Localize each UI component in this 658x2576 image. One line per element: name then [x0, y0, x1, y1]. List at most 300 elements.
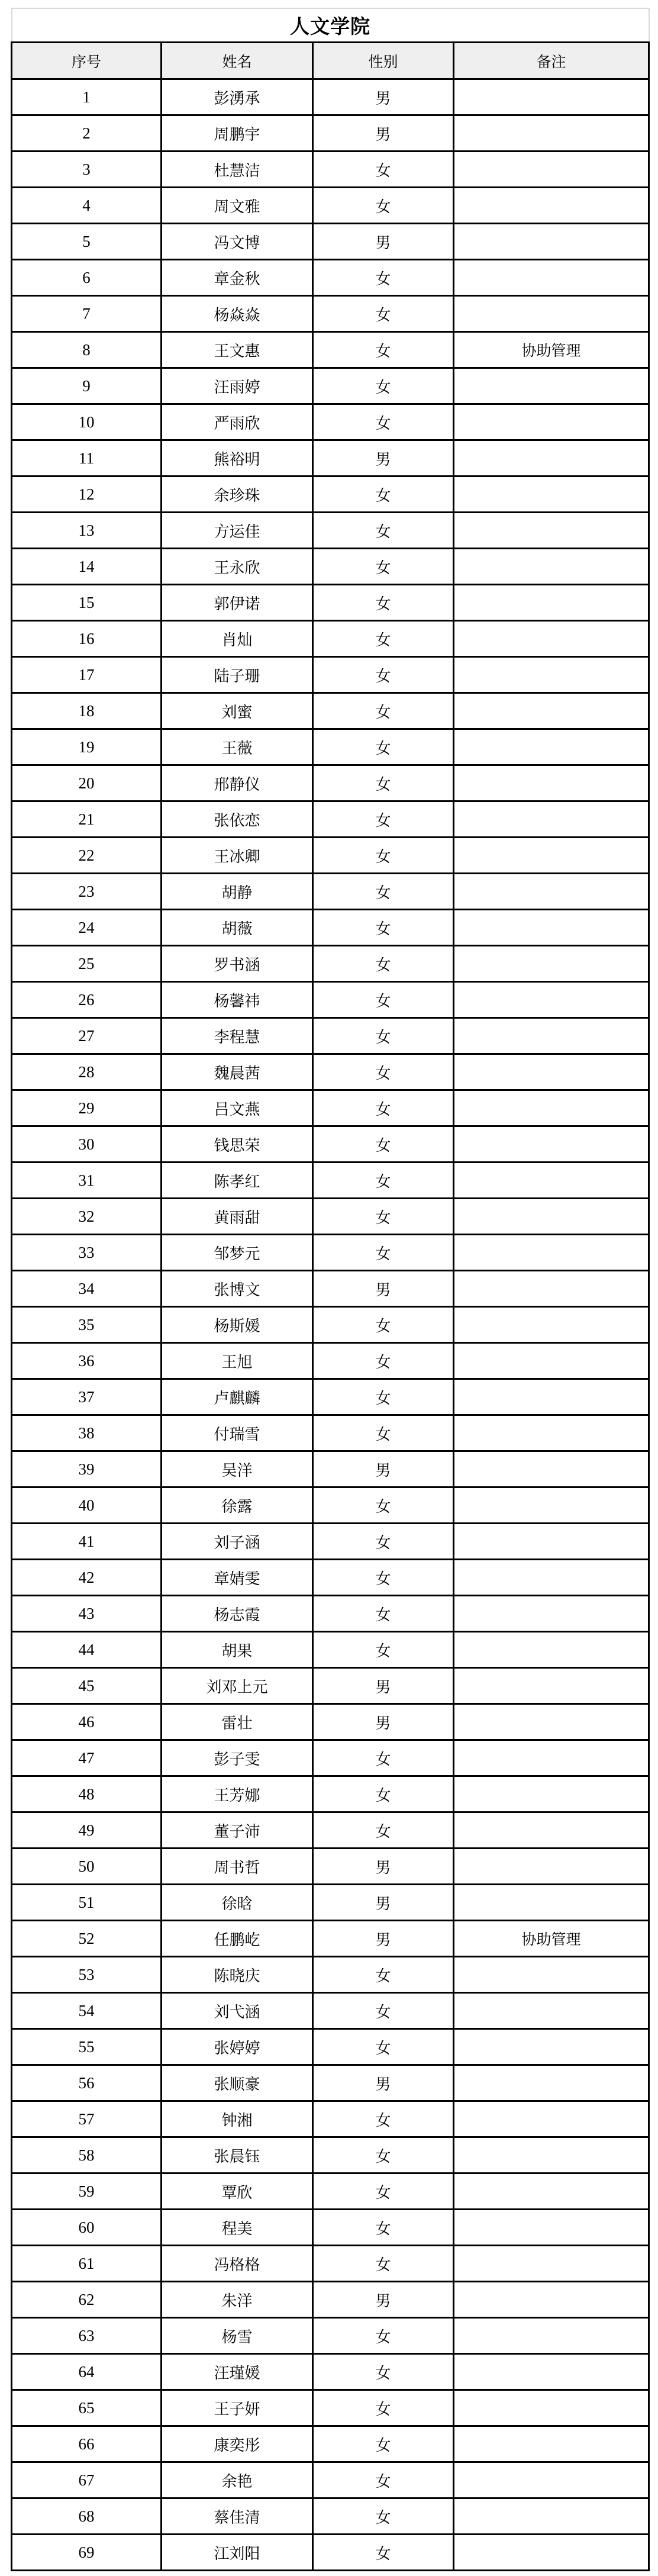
- cell-index: 66: [12, 2426, 162, 2462]
- table-row: [12, 801, 649, 838]
- cell-remark: [454, 657, 649, 693]
- table-row: [12, 2498, 649, 2535]
- cell-name: 陈晓庆: [162, 1957, 313, 1993]
- cell-index: 28: [12, 1054, 162, 1090]
- cell-gender: 女: [313, 693, 454, 729]
- cell-remark: [454, 2354, 649, 2390]
- cell-index: 64: [12, 2354, 162, 2390]
- table-row: [12, 1163, 649, 1199]
- cell-name: 王旭: [162, 1343, 313, 1379]
- cell-index: 60: [12, 2210, 162, 2246]
- table-row: [12, 2246, 649, 2282]
- cell-remark: [454, 2210, 649, 2246]
- cell-name: 黄雨甜: [162, 1199, 313, 1235]
- cell-gender: 女: [313, 2174, 454, 2210]
- table-row: [12, 476, 649, 513]
- col-header-index: 序号: [12, 43, 162, 79]
- cell-index: 13: [12, 513, 162, 549]
- cell-gender: 女: [313, 1812, 454, 1849]
- cell-gender: 女: [313, 1199, 454, 1235]
- table-row: [12, 1921, 649, 1957]
- table-row: [12, 1199, 649, 1235]
- cell-index: 67: [12, 2462, 162, 2498]
- cell-name: 吴洋: [162, 1451, 313, 1487]
- cell-remark: [454, 1090, 649, 1126]
- cell-name: 康奕彤: [162, 2426, 313, 2462]
- cell-gender: 男: [313, 1921, 454, 1957]
- cell-name: 朱洋: [162, 2282, 313, 2318]
- cell-name: 任鹏屹: [162, 1921, 313, 1957]
- cell-gender: 男: [313, 1668, 454, 1704]
- cell-index: 33: [12, 1235, 162, 1271]
- cell-gender: 女: [313, 1235, 454, 1271]
- table-row: [12, 1776, 649, 1812]
- page-title: 人文学院: [12, 8, 649, 43]
- cell-name: 王文惠: [162, 332, 313, 368]
- cell-index: 1: [12, 79, 162, 115]
- table-row: [12, 1054, 649, 1090]
- cell-gender: 女: [313, 874, 454, 910]
- cell-index: 16: [12, 621, 162, 657]
- cell-gender: 女: [313, 513, 454, 549]
- cell-gender: 女: [313, 2426, 454, 2462]
- cell-index: 12: [12, 476, 162, 513]
- cell-name: 肖灿: [162, 621, 313, 657]
- cell-remark: [454, 621, 649, 657]
- cell-index: 35: [12, 1307, 162, 1343]
- table-row: [12, 874, 649, 910]
- cell-gender: 女: [313, 2535, 454, 2571]
- cell-name: 余艳: [162, 2462, 313, 2498]
- cell-name: 蔡佳清: [162, 2498, 313, 2535]
- cell-remark: [454, 2462, 649, 2498]
- cell-gender: 女: [313, 1776, 454, 1812]
- cell-name: 付瑞雪: [162, 1415, 313, 1451]
- cell-gender: 男: [313, 1849, 454, 1885]
- table-row: [12, 1343, 649, 1379]
- cell-remark: [454, 946, 649, 982]
- cell-name: 刘邓上元: [162, 1668, 313, 1704]
- cell-gender: 女: [313, 946, 454, 982]
- table-row: [12, 1524, 649, 1560]
- cell-remark: [454, 1668, 649, 1704]
- cell-index: 11: [12, 440, 162, 476]
- cell-remark: [454, 2282, 649, 2318]
- cell-gender: 女: [313, 260, 454, 296]
- cell-gender: 女: [313, 2462, 454, 2498]
- table-row: [12, 152, 649, 188]
- title-row: [12, 8, 649, 43]
- table-row: [12, 79, 649, 115]
- cell-remark: [454, 1560, 649, 1596]
- cell-gender: 女: [313, 2246, 454, 2282]
- cell-gender: 女: [313, 1993, 454, 2029]
- cell-name: 周文雅: [162, 188, 313, 224]
- cell-index: 46: [12, 1704, 162, 1740]
- column-header-row: [12, 43, 649, 79]
- table-row: [12, 1235, 649, 1271]
- table-row: [12, 2210, 649, 2246]
- cell-remark: [454, 729, 649, 765]
- cell-gender: 女: [313, 1596, 454, 1632]
- table-row: [12, 332, 649, 368]
- cell-name: 程美: [162, 2210, 313, 2246]
- cell-index: 49: [12, 1812, 162, 1849]
- table-row: [12, 1993, 649, 2029]
- cell-gender: 女: [313, 188, 454, 224]
- cell-index: 27: [12, 1018, 162, 1054]
- table-row: [12, 2101, 649, 2137]
- cell-name: 杨斯媛: [162, 1307, 313, 1343]
- cell-gender: 男: [313, 224, 454, 260]
- cell-remark: [454, 2246, 649, 2282]
- cell-remark: [454, 1632, 649, 1668]
- table-row: [12, 440, 649, 476]
- cell-index: 15: [12, 585, 162, 621]
- cell-remark: [454, 1812, 649, 1849]
- cell-gender: 女: [313, 549, 454, 585]
- cell-remark: [454, 1199, 649, 1235]
- table-row: [12, 224, 649, 260]
- cell-index: 65: [12, 2390, 162, 2426]
- cell-index: 63: [12, 2318, 162, 2354]
- cell-gender: 男: [313, 1451, 454, 1487]
- cell-gender: 女: [313, 404, 454, 440]
- cell-remark: [454, 188, 649, 224]
- cell-gender: 女: [313, 2101, 454, 2137]
- cell-gender: 女: [313, 1018, 454, 1054]
- cell-gender: 男: [313, 2282, 454, 2318]
- cell-index: 18: [12, 693, 162, 729]
- cell-gender: 女: [313, 1126, 454, 1163]
- table-row: [12, 2318, 649, 2354]
- cell-gender: 女: [313, 1487, 454, 1524]
- cell-gender: 女: [313, 1560, 454, 1596]
- cell-name: 周书哲: [162, 1849, 313, 1885]
- table-row: [12, 1090, 649, 1126]
- cell-gender: 女: [313, 2210, 454, 2246]
- cell-name: 刘子涵: [162, 1524, 313, 1560]
- table-row: [12, 910, 649, 946]
- cell-remark: 协助管理: [454, 1921, 649, 1957]
- cell-index: 42: [12, 1560, 162, 1596]
- roster-table: [11, 8, 650, 2571]
- cell-index: 9: [12, 368, 162, 404]
- cell-remark: [454, 801, 649, 838]
- cell-index: 31: [12, 1163, 162, 1199]
- cell-name: 邢静仪: [162, 765, 313, 801]
- cell-name: 雷壮: [162, 1704, 313, 1740]
- cell-gender: 女: [313, 765, 454, 801]
- cell-name: 覃欣: [162, 2174, 313, 2210]
- table-row: [12, 585, 649, 621]
- cell-index: 51: [12, 1885, 162, 1921]
- cell-gender: 女: [313, 1524, 454, 1560]
- table-row: [12, 1849, 649, 1885]
- cell-remark: [454, 1740, 649, 1776]
- cell-gender: 女: [313, 910, 454, 946]
- cell-index: 37: [12, 1379, 162, 1415]
- cell-gender: 女: [313, 1054, 454, 1090]
- table-row: [12, 729, 649, 765]
- cell-index: 5: [12, 224, 162, 260]
- cell-name: 陈孝红: [162, 1163, 313, 1199]
- cell-index: 24: [12, 910, 162, 946]
- cell-index: 38: [12, 1415, 162, 1451]
- table-row: [12, 1487, 649, 1524]
- cell-gender: 女: [313, 1957, 454, 1993]
- cell-name: 张顺豪: [162, 2065, 313, 2101]
- table-row: [12, 982, 649, 1018]
- table-row: [12, 2029, 649, 2065]
- cell-name: 方运佳: [162, 513, 313, 549]
- cell-gender: 男: [313, 79, 454, 115]
- cell-gender: 女: [313, 1740, 454, 1776]
- cell-index: 7: [12, 296, 162, 332]
- cell-index: 44: [12, 1632, 162, 1668]
- cell-index: 55: [12, 2029, 162, 2065]
- cell-index: 40: [12, 1487, 162, 1524]
- cell-remark: [454, 838, 649, 874]
- table-row: [12, 2354, 649, 2390]
- cell-remark: [454, 2101, 649, 2137]
- cell-name: 吕文燕: [162, 1090, 313, 1126]
- table-row: [12, 1560, 649, 1596]
- cell-gender: 女: [313, 1632, 454, 1668]
- cell-name: 杜慧洁: [162, 152, 313, 188]
- cell-gender: 女: [313, 621, 454, 657]
- cell-name: 杨志霞: [162, 1596, 313, 1632]
- cell-remark: [454, 1849, 649, 1885]
- cell-index: 2: [12, 115, 162, 152]
- cell-remark: [454, 224, 649, 260]
- cell-remark: [454, 765, 649, 801]
- cell-index: 54: [12, 1993, 162, 2029]
- table-row: [12, 2535, 649, 2571]
- cell-name: 钟湘: [162, 2101, 313, 2137]
- cell-gender: 女: [313, 332, 454, 368]
- table-row: [12, 2282, 649, 2318]
- cell-remark: [454, 404, 649, 440]
- cell-remark: [454, 2498, 649, 2535]
- table-body: [12, 79, 649, 2571]
- cell-name: 李程慧: [162, 1018, 313, 1054]
- cell-remark: [454, 476, 649, 513]
- cell-index: 32: [12, 1199, 162, 1235]
- cell-name: 章金秋: [162, 260, 313, 296]
- cell-remark: [454, 1307, 649, 1343]
- cell-name: 王冰卿: [162, 838, 313, 874]
- cell-name: 刘蜜: [162, 693, 313, 729]
- cell-remark: [454, 152, 649, 188]
- cell-gender: 女: [313, 585, 454, 621]
- cell-remark: [454, 1957, 649, 1993]
- cell-name: 严雨欣: [162, 404, 313, 440]
- table-row: [12, 296, 649, 332]
- cell-remark: [454, 1235, 649, 1271]
- cell-remark: [454, 1704, 649, 1740]
- table-row: [12, 1632, 649, 1668]
- cell-index: 4: [12, 188, 162, 224]
- cell-name: 冯格格: [162, 2246, 313, 2282]
- cell-remark: 协助管理: [454, 332, 649, 368]
- cell-index: 17: [12, 657, 162, 693]
- cell-index: 41: [12, 1524, 162, 1560]
- table-row: [12, 621, 649, 657]
- cell-name: 王永欣: [162, 549, 313, 585]
- cell-name: 刘弋涵: [162, 1993, 313, 2029]
- cell-gender: 女: [313, 152, 454, 188]
- cell-name: 彭子雯: [162, 1740, 313, 1776]
- cell-remark: [454, 1776, 649, 1812]
- cell-name: 张晨钰: [162, 2137, 313, 2174]
- cell-gender: 女: [313, 982, 454, 1018]
- cell-index: 69: [12, 2535, 162, 2571]
- cell-remark: [454, 2535, 649, 2571]
- cell-remark: [454, 1415, 649, 1451]
- cell-name: 卢麒麟: [162, 1379, 313, 1415]
- table-row: [12, 1271, 649, 1307]
- cell-remark: [454, 440, 649, 476]
- cell-remark: [454, 260, 649, 296]
- cell-index: 19: [12, 729, 162, 765]
- cell-remark: [454, 1343, 649, 1379]
- table-row: [12, 513, 649, 549]
- cell-index: 10: [12, 404, 162, 440]
- cell-index: 50: [12, 1849, 162, 1885]
- table-row: [12, 946, 649, 982]
- cell-remark: [454, 1163, 649, 1199]
- cell-name: 余珍珠: [162, 476, 313, 513]
- cell-gender: 男: [313, 2065, 454, 2101]
- cell-name: 胡薇: [162, 910, 313, 946]
- cell-index: 43: [12, 1596, 162, 1632]
- table-row: [12, 2462, 649, 2498]
- cell-name: 魏晨茜: [162, 1054, 313, 1090]
- cell-gender: 女: [313, 1379, 454, 1415]
- cell-index: 14: [12, 549, 162, 585]
- cell-name: 董子沛: [162, 1812, 313, 1849]
- cell-remark: [454, 982, 649, 1018]
- cell-remark: [454, 1487, 649, 1524]
- cell-name: 钱思荣: [162, 1126, 313, 1163]
- cell-name: 杨馨祎: [162, 982, 313, 1018]
- table-row: [12, 838, 649, 874]
- cell-index: 3: [12, 152, 162, 188]
- cell-index: 62: [12, 2282, 162, 2318]
- cell-index: 25: [12, 946, 162, 982]
- cell-remark: [454, 1379, 649, 1415]
- cell-name: 汪雨婷: [162, 368, 313, 404]
- cell-name: 王芳娜: [162, 1776, 313, 1812]
- cell-index: 26: [12, 982, 162, 1018]
- table-row: [12, 657, 649, 693]
- cell-index: 36: [12, 1343, 162, 1379]
- table-row: [12, 260, 649, 296]
- cell-gender: 女: [313, 2354, 454, 2390]
- table-row: [12, 1451, 649, 1487]
- cell-gender: 女: [313, 801, 454, 838]
- table-row: [12, 1812, 649, 1849]
- cell-index: 48: [12, 1776, 162, 1812]
- cell-name: 张依恋: [162, 801, 313, 838]
- cell-name: 张博文: [162, 1271, 313, 1307]
- cell-index: 39: [12, 1451, 162, 1487]
- cell-gender: 女: [313, 657, 454, 693]
- table-row: [12, 1740, 649, 1776]
- table-row: [12, 2137, 649, 2174]
- cell-index: 61: [12, 2246, 162, 2282]
- table-row: [12, 1379, 649, 1415]
- cell-name: 章婧雯: [162, 1560, 313, 1596]
- cell-remark: [454, 1451, 649, 1487]
- cell-name: 杨焱焱: [162, 296, 313, 332]
- cell-index: 45: [12, 1668, 162, 1704]
- cell-index: 57: [12, 2101, 162, 2137]
- cell-name: 彭湧承: [162, 79, 313, 115]
- cell-remark: [454, 368, 649, 404]
- cell-name: 邹梦元: [162, 1235, 313, 1271]
- cell-remark: [454, 2065, 649, 2101]
- cell-gender: 女: [313, 729, 454, 765]
- table-row: [12, 1596, 649, 1632]
- cell-remark: [454, 2390, 649, 2426]
- cell-name: 熊裕明: [162, 440, 313, 476]
- table-row: [12, 2065, 649, 2101]
- cell-remark: [454, 1126, 649, 1163]
- table-row: [12, 1307, 649, 1343]
- cell-index: 53: [12, 1957, 162, 1993]
- cell-name: 徐晗: [162, 1885, 313, 1921]
- table-row: [12, 1126, 649, 1163]
- cell-name: 徐露: [162, 1487, 313, 1524]
- cell-index: 58: [12, 2137, 162, 2174]
- cell-remark: [454, 693, 649, 729]
- cell-remark: [454, 2174, 649, 2210]
- col-header-name: 姓名: [162, 43, 313, 79]
- cell-index: 56: [12, 2065, 162, 2101]
- cell-index: 22: [12, 838, 162, 874]
- cell-name: 冯文博: [162, 224, 313, 260]
- cell-name: 郭伊诺: [162, 585, 313, 621]
- cell-gender: 女: [313, 1163, 454, 1199]
- cell-remark: [454, 1524, 649, 1560]
- cell-gender: 女: [313, 2318, 454, 2354]
- cell-gender: 女: [313, 476, 454, 513]
- cell-remark: [454, 1993, 649, 2029]
- cell-name: 陆子珊: [162, 657, 313, 693]
- cell-index: 6: [12, 260, 162, 296]
- cell-gender: 女: [313, 1090, 454, 1126]
- cell-remark: [454, 2137, 649, 2174]
- cell-remark: [454, 585, 649, 621]
- cell-name: 汪瑾媛: [162, 2354, 313, 2390]
- cell-gender: 女: [313, 838, 454, 874]
- cell-name: 胡果: [162, 1632, 313, 1668]
- cell-gender: 女: [313, 368, 454, 404]
- cell-gender: 男: [313, 1885, 454, 1921]
- cell-name: 罗书涵: [162, 946, 313, 982]
- cell-index: 47: [12, 1740, 162, 1776]
- cell-index: 30: [12, 1126, 162, 1163]
- cell-gender: 女: [313, 2498, 454, 2535]
- cell-remark: [454, 513, 649, 549]
- cell-remark: [454, 1018, 649, 1054]
- table-row: [12, 1885, 649, 1921]
- cell-index: 52: [12, 1921, 162, 1957]
- cell-name: 胡静: [162, 874, 313, 910]
- table-row: [12, 404, 649, 440]
